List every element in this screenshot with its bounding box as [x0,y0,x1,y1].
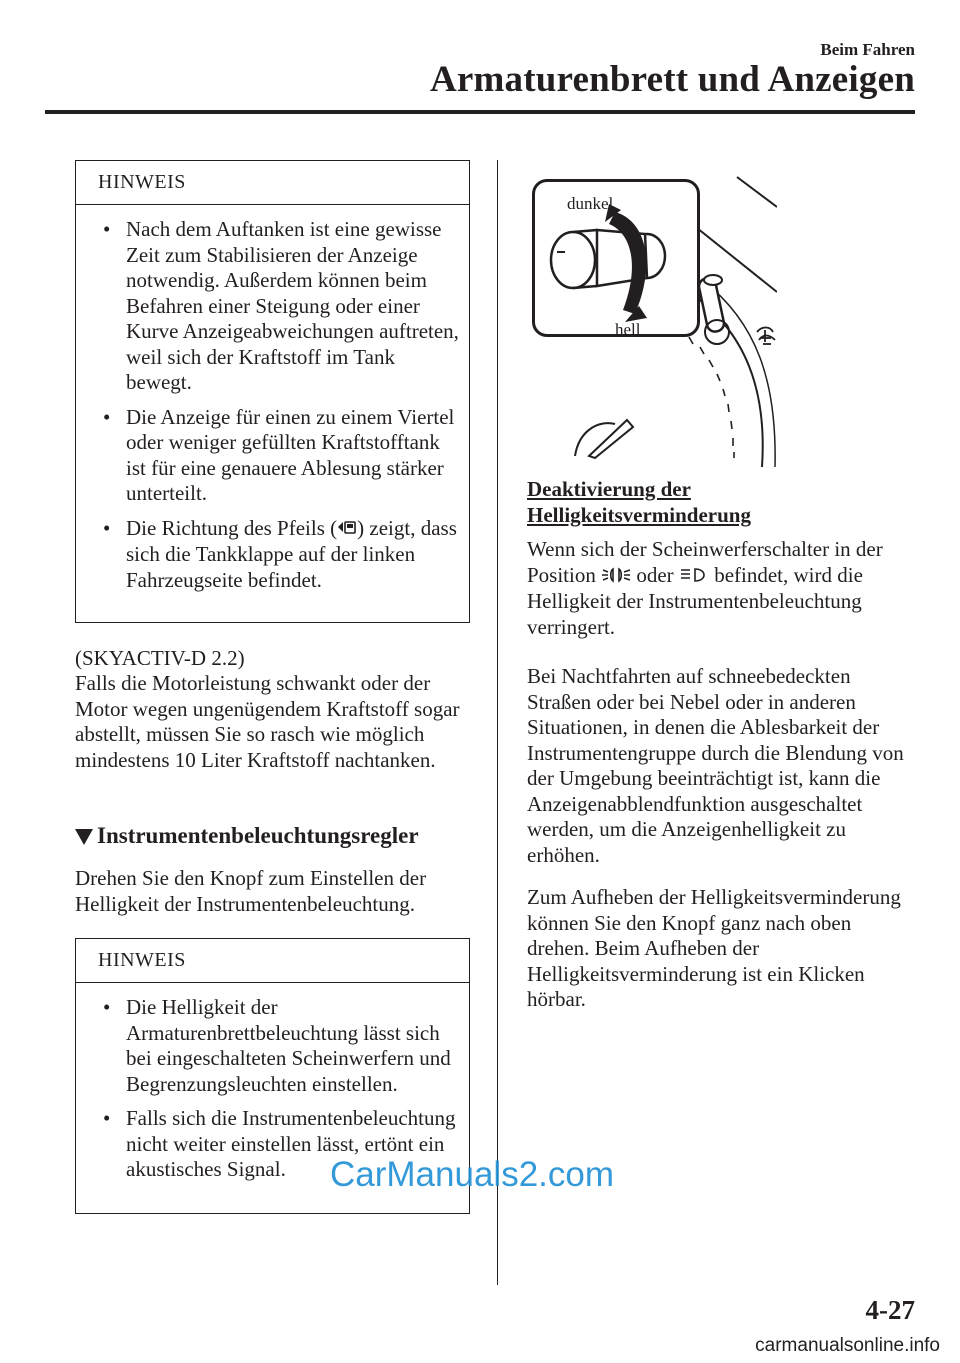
note-item: • Die Anzeige für einen zu einem Viertel oder weniger gefüllten Kraftstofftank ist für eine genauere Ablesung stärker unterteilt. [103,405,459,507]
note-item [103,516,459,594]
note-item: • Falls sich die Instrumentenbeleuchtung nicht weiter einstellen lässt, ertönt ein akustisches Signal. [103,1106,459,1183]
skyactiv-label: (SKYACTIV-D 2.2) [75,646,245,670]
p1-text: befindet, wird die Helligkeit der Instrumentenbeleuchtung verringert. [527,562,863,639]
dimmer-knob-illustration [527,172,777,467]
column-divider [497,160,498,1285]
header-rule [45,110,915,114]
note-text: ) zeigt, dass sich die Tankklappe auf der linken Fahrzeugseite befindet. [126,515,457,592]
right-paragraph-2: Bei Nachtfahrten auf schneebedeckten Straßen oder bei Nebel oder in anderen Situationen, in denen die Ablesbarkeit der Instrumentengruppe durch die Blendung von der Umgebung beeinträchtigt ist, kann die Anzeigenabblendfunktion ausgeschaltet werden, um die Anzeigenhelligkeit zu erhöhen. [527,664,904,867]
watermark: CarManuals2.com [330,1155,614,1194]
note-list [76,205,469,593]
parking-light-icon [601,564,631,590]
note-title: HINWEIS [76,161,469,205]
right-paragraph-1 [527,537,917,640]
note-box-fuel [75,160,470,623]
section-label: Beim Fahren [820,40,915,59]
skyactiv-text: Falls die Motorleistung schwankt oder der Motor wegen ungenügendem Kraftstoff sogar abstellt, müssen Sie so rasch wie möglich mindestens 10 Liter Kraftstoff nachtanken. [75,671,460,772]
bright-label: hell [615,320,641,339]
right-paragraph-3: Zum Aufheben der Helligkeitsverminderung können Sie den Knopf ganz nach oben drehen. Beim Aufheben der Helligkeitsverminderung ist ein Klicken hörbar. [527,885,901,1011]
dark-label: dunkel [567,194,614,213]
subheading: Deaktivierung der Helligkeitsverminderung [527,477,751,527]
note-text: Die Richtung des Pfeils ( [126,515,338,540]
page-title: Armaturenbrett und Anzeigen [429,59,915,100]
section-heading-text: Instrumentenbeleuchtungsregler [97,823,419,848]
p1-text: oder [636,562,674,587]
note-list [76,983,469,1183]
note-item: • Die Helligkeit der Armaturenbrettbeleuchtung lässt sich bei eingeschalteten Scheinwerfern und Begrenzungsleuchten einstellen. [103,995,459,1097]
triangle-marker-icon [75,829,93,845]
section-heading [75,823,419,849]
knob-callout [532,179,700,337]
footer-watermark: carmanualsonline.info [755,1335,940,1356]
p1-text: Wenn sich der Scheinwerferschalter in der Position [527,537,883,587]
page-number: 4-27 [865,1295,915,1325]
note-title: HINWEIS [76,939,469,983]
dimmer-knob-drawing [535,182,697,334]
headlight-icon [679,564,709,590]
section-intro: Drehen Sie den Knopf zum Einstellen der Helligkeit der Instrumentenbeleuchtung. [75,866,427,916]
fuel-door-arrow-icon [337,517,357,543]
note-item: • Nach dem Auftanken ist eine gewisse Zeit zum Stabilisieren der Anzeige notwendig. Außerdem können beim Befahren einer Steigung oder einer Kurve Anzeigeabweichungen auftreten, weil sich der Kraftstoff im Tank bewegt. [103,217,459,396]
